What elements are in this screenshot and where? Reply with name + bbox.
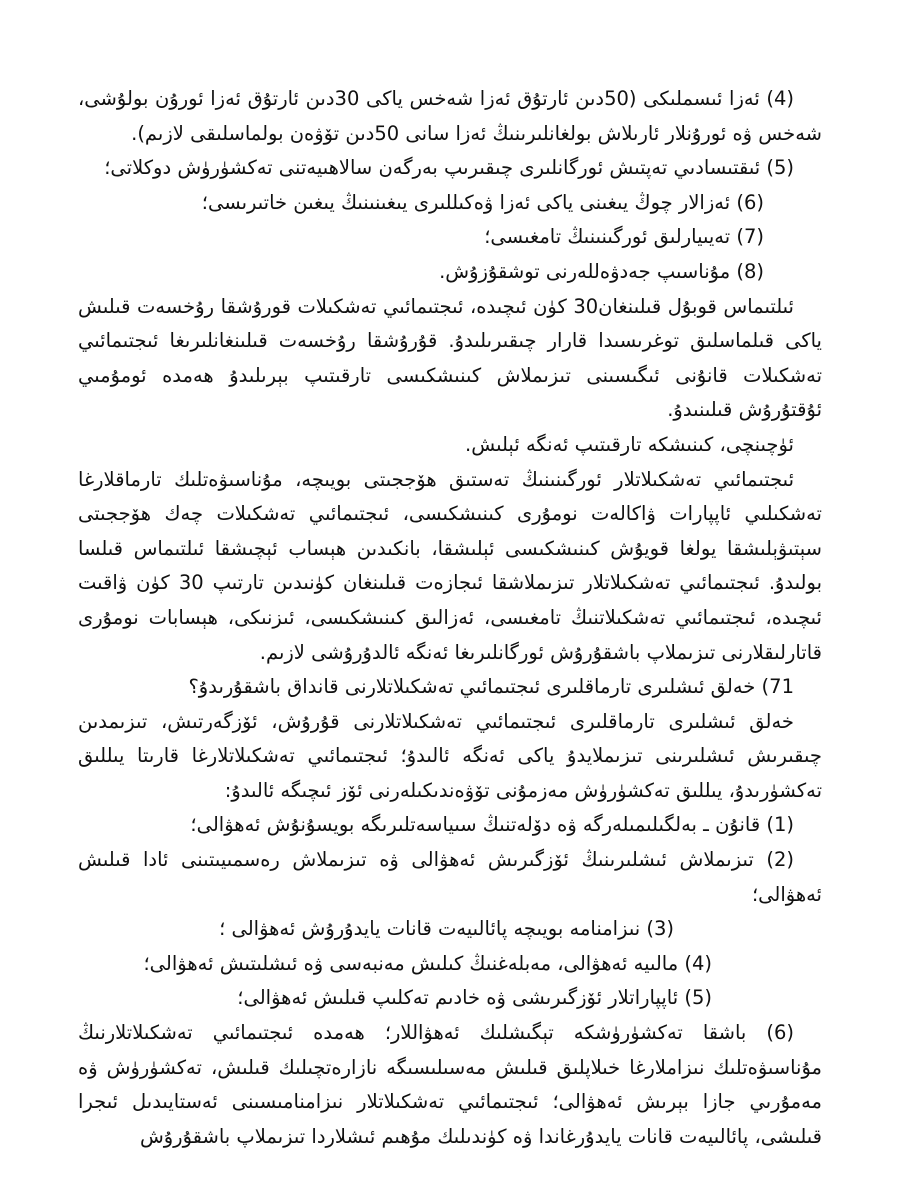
paragraph-approval: ئىلتىماس قوبۇل قىلىنغان30 كۈن ئىچىدە، ئىجتىمائىي تەشكىلات قورۇشقا رۇخسەت قىلىش ياكى قىلماسلىق توغرىسىدا قارار چىقىرىلىدۇ. قۇرۇشقا رۇخسەت قىلىنغانلىرىغا ئىجتىمائىي تەشكىلات قانۇنى ئىگىسىنى تىزىملاش كىنىشكىسى تارقىتىپ بېرىلىدۇ ھەمدە ئومۇمىي ئۇقتۇرۇش قىلىنىدۇ. <box>78 294 822 422</box>
paragraph-certificates: ئىجتىمائىي تەشكىلاتلار ئورگىنىنىڭ تەستىق ھۆججىتى بويىچە، مۇناسىۋەتلىك تارماقلارغا تەشكىلىي ئاپپارات ۋاكالەت نومۇرى كىنىشكىسى، ئىجتىمائىي تەشكىلات چەك ھۆججىتى سېتىۋېلىشقا يولغا قويۇش كىنىشكىسى ئېلىشقا، بانكىدىن ھېساب ئېچىشقا ئىلتىماس قىلسا بولىدۇ. ئىجتىمائىي تەشكىلاتلار تىزىملاشقا ئىجازەت قىلىنغان كۈنىدىن تارتىپ 30 كۈن ۋاقىت ئىچىدە، ئىجتىمائىي تەشكىلاتنىڭ تامغىسى، ئەزالىق كىنىشكىسى، ئىزنىكى، ھېسابات نومۇرى قاتارلىقلارنى تىزىملاپ باشقۇرۇش ئورگانلىرىغا ئەنگە ئالدۇرۇشى لازىم. <box>78 467 822 664</box>
list-item-4: (4) مالىيە ئەھۋالى، مەبلەغنىڭ كىلىش مەنبەسى ۋە ئىشلىتىش ئەھۋالى؛ <box>143 951 712 975</box>
list-item-3: (3) نىزامنامە بويىچە پائالىيەت قانات يايدۇرۇش ئەھۋالى ؛ <box>219 917 674 941</box>
paragraph-item-7: (7) تەيىيارلىق ئورگىنىنىڭ تامغىسى؛ <box>484 225 764 249</box>
document-page <box>78 82 822 1154</box>
list-item-1: (1) قانۇن ـ بەلگىلىمىلەرگە ۋە دۆلەتنىڭ سىياسەتلىرىگە بويسۇنۇش ئەھۋالى؛ <box>190 813 794 837</box>
paragraph-item-8: (8) مۇناسىپ جەدۋەللەرنى توشقۇزۇش. <box>439 259 764 283</box>
list-item-6: (6) باشقا تەكشۈرۈشكە تېگىشلىك ئەھۋاللار؛ ھەمدە ئىجتىمائىي تەشكىلاتلارنىڭ مۇناسىۋەتلىك نىزاملارغا خىلاپلىق قىلىش مەسىلىسىگە نازارەتچىلىك قىلىش، تەكشۈرۈش ۋە مەمۇرىي جازا بېرىش ئەھۋالى؛ ئىجتىمائىي تەشكىلاتلار نىزامنامىسىنى ئەستايىدىل ئىجرا قىلىشى، پائالىيەت قانات يايدۇرغاندا ۋە كۈندىلىك مۇھىم ئىشلاردا تىزىملاپ باشقۇرۇش <box>78 1021 822 1148</box>
paragraph-management-intro: خەلق ئىشلىرى تارماقلىرى ئىجتىمائىي تەشكىلاتلارنى قۇرۇش، ئۆزگەرتىش، تىزىمدىن چىقىرىش ئىشلىرىنى تىزىملايدۇ ياكى ئەنگە ئالىدۇ؛ ئىجتىمائىي تەشكىلاتلارغا قارىتا يىللىق تەكشۈرىدۇ، يىللىق تەكشۈرۈش مەزمۇنى تۆۋەندىكىلەرنى ئۆز ئىچىگە ئالىدۇ: <box>78 709 822 802</box>
paragraph-item-6: (6) ئەزالار چوڭ يىغىنى ياكى ئەزا ۋەكىللىرى يىغىنىنىڭ يىغىن خاتىرىسى؛ <box>201 190 764 214</box>
section-heading-71: 71) خەلق ئىشلىرى تارماقلىرى ئىجتىمائىي تەشكىلاتلارنى قانداق باشقۇرىدۇ؟ <box>188 675 794 699</box>
list-item-5: (5) ئاپپاراتلار ئۆزگىرىشى ۋە خادىم تەكلىپ قىلىش ئەھۋالى؛ <box>237 986 712 1010</box>
paragraph-item-5: (5) ئىقتىسادىي تەپتىش ئورگانلىرى چىقىرىپ بەرگەن سالاھىيەتنى تەكشۈرۈش دوكلاتى؛ <box>104 156 794 180</box>
paragraph-third-step: ئۈچىنچى، كىنىشكە تارقىتىپ ئەنگە ئېلىش. <box>465 432 794 456</box>
paragraph-item-4: (4) ئەزا ئىسملىكى (50دىن ئارتۇق ئەزا شەخس ياكى 30دىن ئارتۇق ئەزا ئورۇن بولۇشى، شەخس ۋە ئورۇنلار ئارىلاش بولغانلىرىنىڭ ئەزا سانى 50دىن تۆۋەن بولماسلىقى لازىم). <box>78 87 822 145</box>
list-item-2: (2) تىزىملاش ئىشلىرىنىڭ ئۆزگىرىش ئەھۋالى ۋە تىزىملاش رەسمىيىتىنى ئادا قىلىش ئەھۋالى؛ <box>78 848 822 906</box>
